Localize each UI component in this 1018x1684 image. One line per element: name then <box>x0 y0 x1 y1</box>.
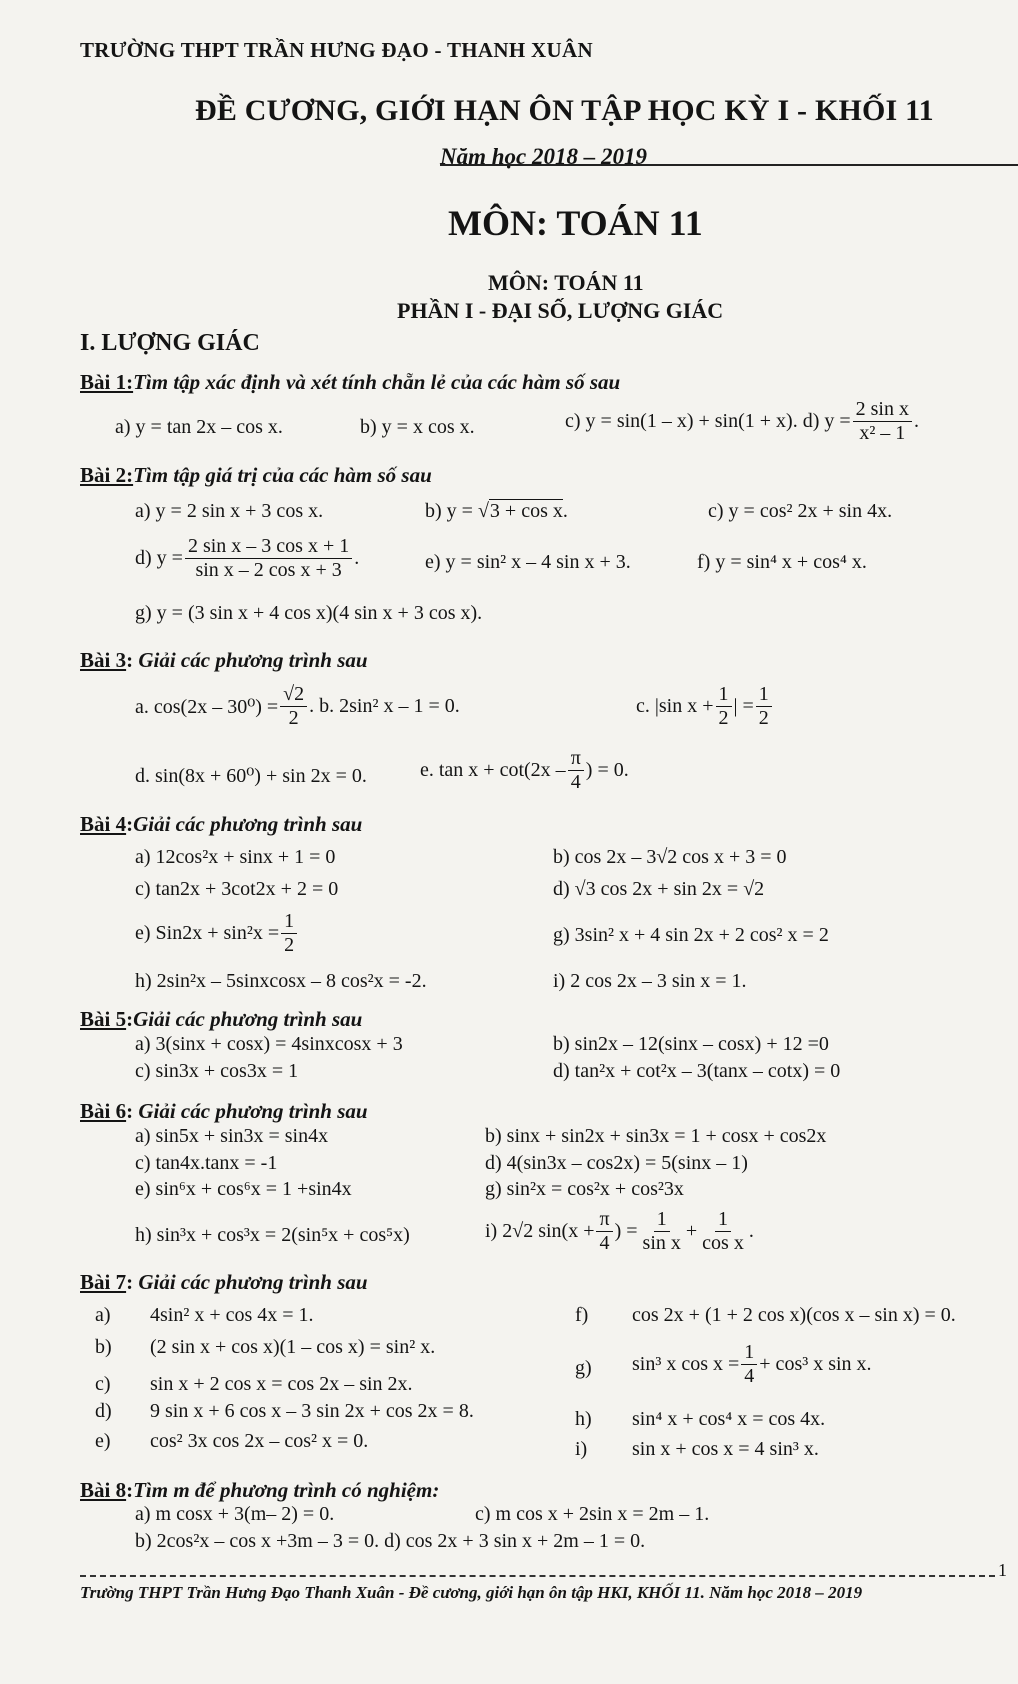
exercise-number: Bài 6 <box>80 1099 127 1123</box>
fraction-denominator: x² – 1 <box>859 422 906 444</box>
ex7-g-fraction <box>741 1341 757 1388</box>
ex6-d: d) 4(sin3x – cos2x) = 5(sinx – 1) <box>485 1152 748 1174</box>
exercise-instruction: Giải các phương trình sau <box>133 812 363 836</box>
ex6-i <box>485 1208 754 1255</box>
fraction-denominator: 4 <box>599 1232 610 1254</box>
exercise-instruction: Giải các phương trình sau <box>138 1099 368 1123</box>
ex7-d: 9 sin x + 6 cos x – 3 sin 2x + cos 2x = 8. <box>150 1400 474 1422</box>
ex2-e: e) y = sin² x – 4 sin x + 3. <box>425 551 631 573</box>
ex2-f: f) y = sin⁴ x + cos⁴ x. <box>697 551 867 573</box>
ex5-d: d) tan²x + cot²x – 3(tanx – cotx) = 0 <box>553 1060 841 1082</box>
school-year: Năm học 2018 – 2019 <box>440 144 647 169</box>
ex7-b: (2 sin x + cos x)(1 – cos x) = sin² x. <box>150 1336 436 1358</box>
ex4-e-text: e) Sin2x + sin²x = <box>135 922 280 944</box>
ex2-a: a) y = 2 sin x + 3 cos x. <box>135 500 324 522</box>
ex6-e: e) sin⁶x + cos⁶x = 1 +sin4x <box>135 1178 352 1200</box>
fraction-denominator: sin x – 2 cos x + 3 <box>195 559 342 581</box>
ex2-b-text: b) y = √ <box>425 500 489 522</box>
fraction-numerator: 1 <box>716 683 732 707</box>
title-rule <box>440 164 1018 166</box>
ex6-h: h) sin³x + cos³x = 2(sin⁵x + cos⁵x) <box>135 1224 410 1246</box>
ex4-a: a) 12cos²x + sinx + 1 = 0 <box>135 846 336 868</box>
ex7-h: sin⁴ x + cos⁴ x = cos 4x. <box>632 1408 826 1430</box>
ex2-b-radicand: 3 + cos x <box>489 500 563 522</box>
ex1-a: a) y = tan 2x – cos x. <box>115 416 283 438</box>
exercise-instruction: Giải các phương trình sau <box>133 1007 363 1031</box>
fraction-denominator: 2 <box>284 934 295 956</box>
ex7-a: 4sin² x + cos 4x = 1. <box>150 1304 314 1326</box>
ex7-e-label: e) <box>95 1430 111 1452</box>
fraction-numerator: 1 <box>756 683 772 707</box>
ex4-i: i) 2 cos 2x – 3 sin x = 1. <box>553 970 747 992</box>
ex7-g-label: g) <box>575 1357 592 1379</box>
section-heading: I. LƯỢNG GIÁC <box>80 330 260 356</box>
fraction-denominator: 4 <box>570 771 581 793</box>
ex3-e-fraction <box>568 747 584 794</box>
exercise-number: Bài 2: <box>80 463 134 487</box>
ex3-c-mid: | = <box>733 695 754 717</box>
fraction-numerator: 1 <box>654 1208 670 1232</box>
exercise-number: Bài 7 <box>80 1270 127 1294</box>
ex3-e-text: e. tan x + cot(2x – <box>420 759 566 781</box>
exercise-instruction: Giải các phương trình sau <box>138 648 368 672</box>
fraction-numerator: 2 sin x – 3 cos x + 1 <box>185 535 352 559</box>
subject-subheading: MÔN: TOÁN 11 <box>488 270 644 295</box>
ex4-b: b) cos 2x – 3√2 cos x + 3 = 0 <box>553 846 787 868</box>
ex6-g: g) sin²x = cos²x + cos²3x <box>485 1178 684 1200</box>
ex6-i-mid: ) = <box>614 1220 638 1242</box>
ex2-d: d) y = $\frac{\text{2 sin x – 3 cos x + 1}}{\text{sin x – 2 cos x + 3}}$ . <box>135 535 360 581</box>
exercise-number: Bài 1: <box>80 370 134 394</box>
fraction-numerator: π <box>596 1208 612 1232</box>
ex7-d-label: d) <box>95 1400 112 1422</box>
fraction-denominator: cos x <box>702 1232 744 1254</box>
ex4-d: d) √3 cos 2x + sin 2x = √2 <box>553 878 765 900</box>
ex3-e-end: ) = 0. <box>585 759 629 781</box>
ex3-c-fraction-2 <box>756 683 772 730</box>
exercise-number: Bài 5 <box>80 1007 127 1031</box>
fraction-denominator: 2 <box>718 707 729 729</box>
school-name: TRƯỜNG THPT TRẦN HƯNG ĐẠO - THANH XUÂN <box>80 38 593 62</box>
exercise-instruction: Tìm tập giá trị của các hàm số sau <box>133 463 432 487</box>
exercise-5-heading: Bài 5:Giải các phương trình sau <box>80 1007 363 1031</box>
ex3-a-b <box>135 683 460 730</box>
ex4-e <box>135 910 299 957</box>
ex7-i: sin x + cos x = 4 sin³ x. <box>632 1438 819 1460</box>
exercise-number: Bài 8 <box>80 1478 127 1502</box>
ex5-c: c) sin3x + cos3x = 1 <box>135 1060 299 1082</box>
ex7-c: sin x + 2 cos x = cos 2x – sin 2x. <box>150 1373 413 1395</box>
exercise-7-heading: Bài 7: Giải các phương trình sau <box>80 1270 368 1294</box>
exercise-number: Bài 4 <box>80 812 127 836</box>
fraction-denominator: sin x <box>642 1232 681 1254</box>
exercise-6-heading: Bài 6: Giải các phương trình sau <box>80 1099 368 1123</box>
fraction-numerator: 1 <box>715 1208 731 1232</box>
ex7-g <box>632 1341 872 1388</box>
fraction-denominator: 2 <box>758 707 769 729</box>
ex3-a-text: a. cos(2x – 30⁰) = <box>135 696 279 718</box>
ex6-i-text: i) 2√2 sin(x + <box>485 1220 595 1242</box>
ex5-b: b) sin2x – 12(sinx – cosx) + 12 =0 <box>553 1033 829 1055</box>
exercise-instruction: Tìm m để phương trình có nghiệm: <box>133 1478 440 1502</box>
exercise-3-heading: Bài 3: Giải các phương trình sau <box>80 648 368 672</box>
ex3-c <box>636 683 774 730</box>
ex7-h-label: h) <box>575 1408 592 1430</box>
exercise-instruction: Giải các phương trình sau <box>138 1270 368 1294</box>
ex2-d-fraction <box>185 535 352 582</box>
ex4-e-fraction <box>281 910 297 957</box>
ex4-g: g) 3sin² x + 4 sin 2x + 2 cos² x = 2 <box>553 924 829 946</box>
ex6-i-fraction-1 <box>596 1208 612 1255</box>
ex3-a-fraction <box>280 683 307 730</box>
ex3-c-fraction <box>716 683 732 730</box>
ex7-f: cos 2x + (1 + 2 cos x)(cos x – sin x) = 0. <box>632 1304 956 1326</box>
ex7-b-label: b) <box>95 1336 112 1358</box>
ex2-g: g) y = (3 sin x + 4 cos x)(4 sin x + 3 cos x). <box>135 602 483 624</box>
fraction-numerator: √2 <box>280 683 307 707</box>
ex3-e <box>420 747 629 794</box>
ex4-c: c) tan2x + 3cot2x + 2 = 0 <box>135 878 339 900</box>
exercise-instruction: Tìm tập xác định và xét tính chẵn lẻ của các hàm số sau <box>133 370 621 394</box>
ex5-a: a) 3(sinx + cosx) = 4sinxcosx + 3 <box>135 1033 403 1055</box>
ex7-c-label: c) <box>95 1373 111 1395</box>
fraction-numerator: 1 <box>281 910 297 934</box>
ex7-a-label: a) <box>95 1304 111 1326</box>
ex6-b: b) sinx + sin2x + sin3x = 1 + cosx + cos2x <box>485 1125 827 1147</box>
ex1-d-fraction <box>853 398 912 445</box>
ex8-a: a) m cosx + 3(m– 2) = 0. <box>135 1503 335 1525</box>
ex6-a: a) sin5x + sin3x = sin4x <box>135 1125 329 1147</box>
exercise-8-heading: Bài 8:Tìm m để phương trình có nghiệm: <box>80 1478 440 1502</box>
exercise-number: Bài 3 <box>80 648 127 672</box>
subject-heading: MÔN: TOÁN 11 <box>448 203 703 243</box>
ex7-e: cos² 3x cos 2x – cos² x = 0. <box>150 1430 369 1452</box>
ex6-i-fraction-2 <box>640 1208 684 1255</box>
ex3-d: d. sin(8x + 60⁰) + sin 2x = 0. <box>135 765 367 787</box>
fraction-numerator: 1 <box>741 1341 757 1365</box>
fraction-denominator: 4 <box>744 1365 755 1387</box>
exercise-4-heading: Bài 4:Giải các phương trình sau <box>80 812 363 836</box>
exercise-2-heading <box>80 463 432 488</box>
ex2-b: b) y = √3 + cos x. <box>425 500 568 522</box>
document-title: ĐỀ CƯƠNG, GIỚI HẠN ÔN TẬP HỌC KỲ I - KHỐI 11 <box>195 94 934 127</box>
ex2-c: c) y = cos² 2x + sin 4x. <box>708 500 893 522</box>
ex7-g-end: + cos³ x sin x. <box>759 1353 872 1375</box>
ex6-i-end: . <box>748 1220 754 1242</box>
ex7-i-label: i) <box>575 1438 588 1460</box>
ex1-b: b) y = x cos x. <box>360 416 475 438</box>
fraction-numerator: π <box>568 747 584 771</box>
ex4-h: h) 2sin²x – 5sinxcosx – 8 cos²x = -2. <box>135 970 427 992</box>
page-number: 1 <box>998 1560 1007 1580</box>
ex7-g-text: sin³ x cos x = <box>632 1353 740 1375</box>
ex1-c-text: c) y = sin(1 – x) + sin(1 + x). d) y = <box>565 410 851 432</box>
footer-rule <box>80 1575 995 1577</box>
ex2-d-text: d) y = <box>135 547 183 569</box>
ex6-c: c) tan4x.tanx = -1 <box>135 1152 278 1174</box>
footer-text: Trường THPT Trần Hưng Đạo Thanh Xuân - Đề cương, giới hạn ôn tập HKI, KHỐI 11. Năm học 2018 – 2019 <box>80 1583 863 1602</box>
exercise-1-heading <box>80 370 620 395</box>
fraction-numerator: 2 sin x <box>853 398 912 422</box>
fraction-denominator: 2 <box>288 707 299 729</box>
part-heading: PHẦN I - ĐẠI SỐ, LƯỢNG GIÁC <box>397 298 724 323</box>
ex6-i-fraction-3 <box>699 1208 747 1255</box>
ex8-c: c) m cos x + 2sin x = 2m – 1. <box>475 1503 710 1525</box>
ex7-f-label: f) <box>575 1304 589 1326</box>
ex8-b-d: b) 2cos²x – cos x +3m – 3 = 0. d) cos 2x + 3 sin x + 2m – 1 = 0. <box>135 1530 646 1552</box>
ex3-b-text: . b. 2sin² x – 1 = 0. <box>309 695 460 717</box>
ex6-i-plus: + <box>685 1220 698 1242</box>
ex3-c-text: c. |sin x + <box>636 695 714 717</box>
ex1-c-d: c) y = sin(1 – x) + sin(1 + x). d) y = $\frac{\text{2 sin x}}{\text{x² – 1}}$ . <box>565 398 919 444</box>
